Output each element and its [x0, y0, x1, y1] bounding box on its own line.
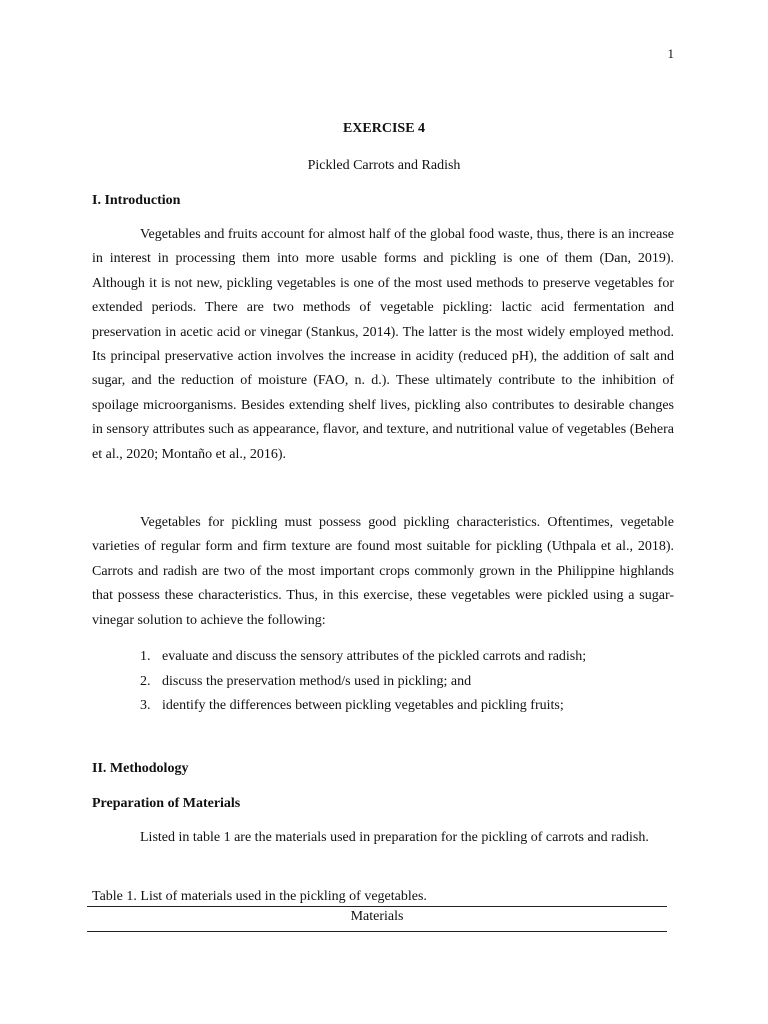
table-header-rule: [87, 931, 667, 932]
list-item-number: 3.: [140, 698, 151, 713]
table-header-materials: Materials: [350, 909, 404, 924]
introduction-heading: I. Introduction: [92, 193, 181, 208]
table-caption: Table 1. List of materials used in the pickling of vegetables.: [92, 889, 427, 904]
list-item-text: identify the differences between pickling vegetables and pickling fruits;: [162, 698, 564, 713]
exercise-title: EXERCISE 4: [342, 121, 426, 136]
page-number: 1: [667, 46, 674, 61]
list-item: [140, 694, 680, 719]
methodology-paragraph: Listed in table 1 are the materials used in preparation for the pickling of carrots and radish.: [140, 830, 649, 845]
list-item-number: 1.: [140, 649, 151, 664]
materials-table: [87, 906, 667, 932]
objectives-list: [140, 645, 680, 719]
introduction-paragraph-2: Vegetables for pickling must possess good pickling characteristics. Oftentimes, vegetable varieties of regular form and firm texture are found most suitable for pickling (Uthpala et al., 2018). Carrots and radish are two of the most important crops commonly grown in the Philippine highlands that possess these characteristics. Thus, in this exercise, these vegetables were pickled using a sugar-vinegar solution to achieve the following:: [92, 515, 674, 628]
list-item: [140, 645, 680, 670]
list-item-text: discuss the preservation method/s used in pickling; and: [162, 673, 472, 689]
list-item-number: 2.: [140, 673, 151, 689]
preparation-subheading: Preparation of Materials: [92, 796, 241, 811]
methodology-heading: II. Methodology: [92, 761, 189, 776]
list-item-text: evaluate and discuss the sensory attributes of the pickled carrots and radish;: [162, 649, 587, 664]
introduction-paragraph-1: Vegetables and fruits account for almost half of the global food waste, thus, there is an increase in interest in processing them into more usable forms and pickling is one of them (Dan, 2019). Although it is not new, pickling vegetables is one of the most used methods to preserve vegetables for extended periods. There are two methods of vegetable pickling: lactic acid fermentation and preservation in acetic acid or vinegar (Stankus, 2014). The latter is the most widely employed method. Its principal preservative action involves the increase in acidity (reduced pH), the addition of salt and sugar, and the reduction of moisture (FAO, n. d.). These ultimately contribute to the inhibition of spoilage microorganisms. Besides extending shelf lives, pickling also contributes to desirable changes in sensory attributes such as appearance, flavor, and texture, and nutritional value of vegetables (Behera et al., 2020; Montaño et al., 2016).: [92, 227, 674, 462]
list-item: [140, 670, 680, 695]
exercise-subtitle: Pickled Carrots and Radish: [307, 158, 461, 173]
